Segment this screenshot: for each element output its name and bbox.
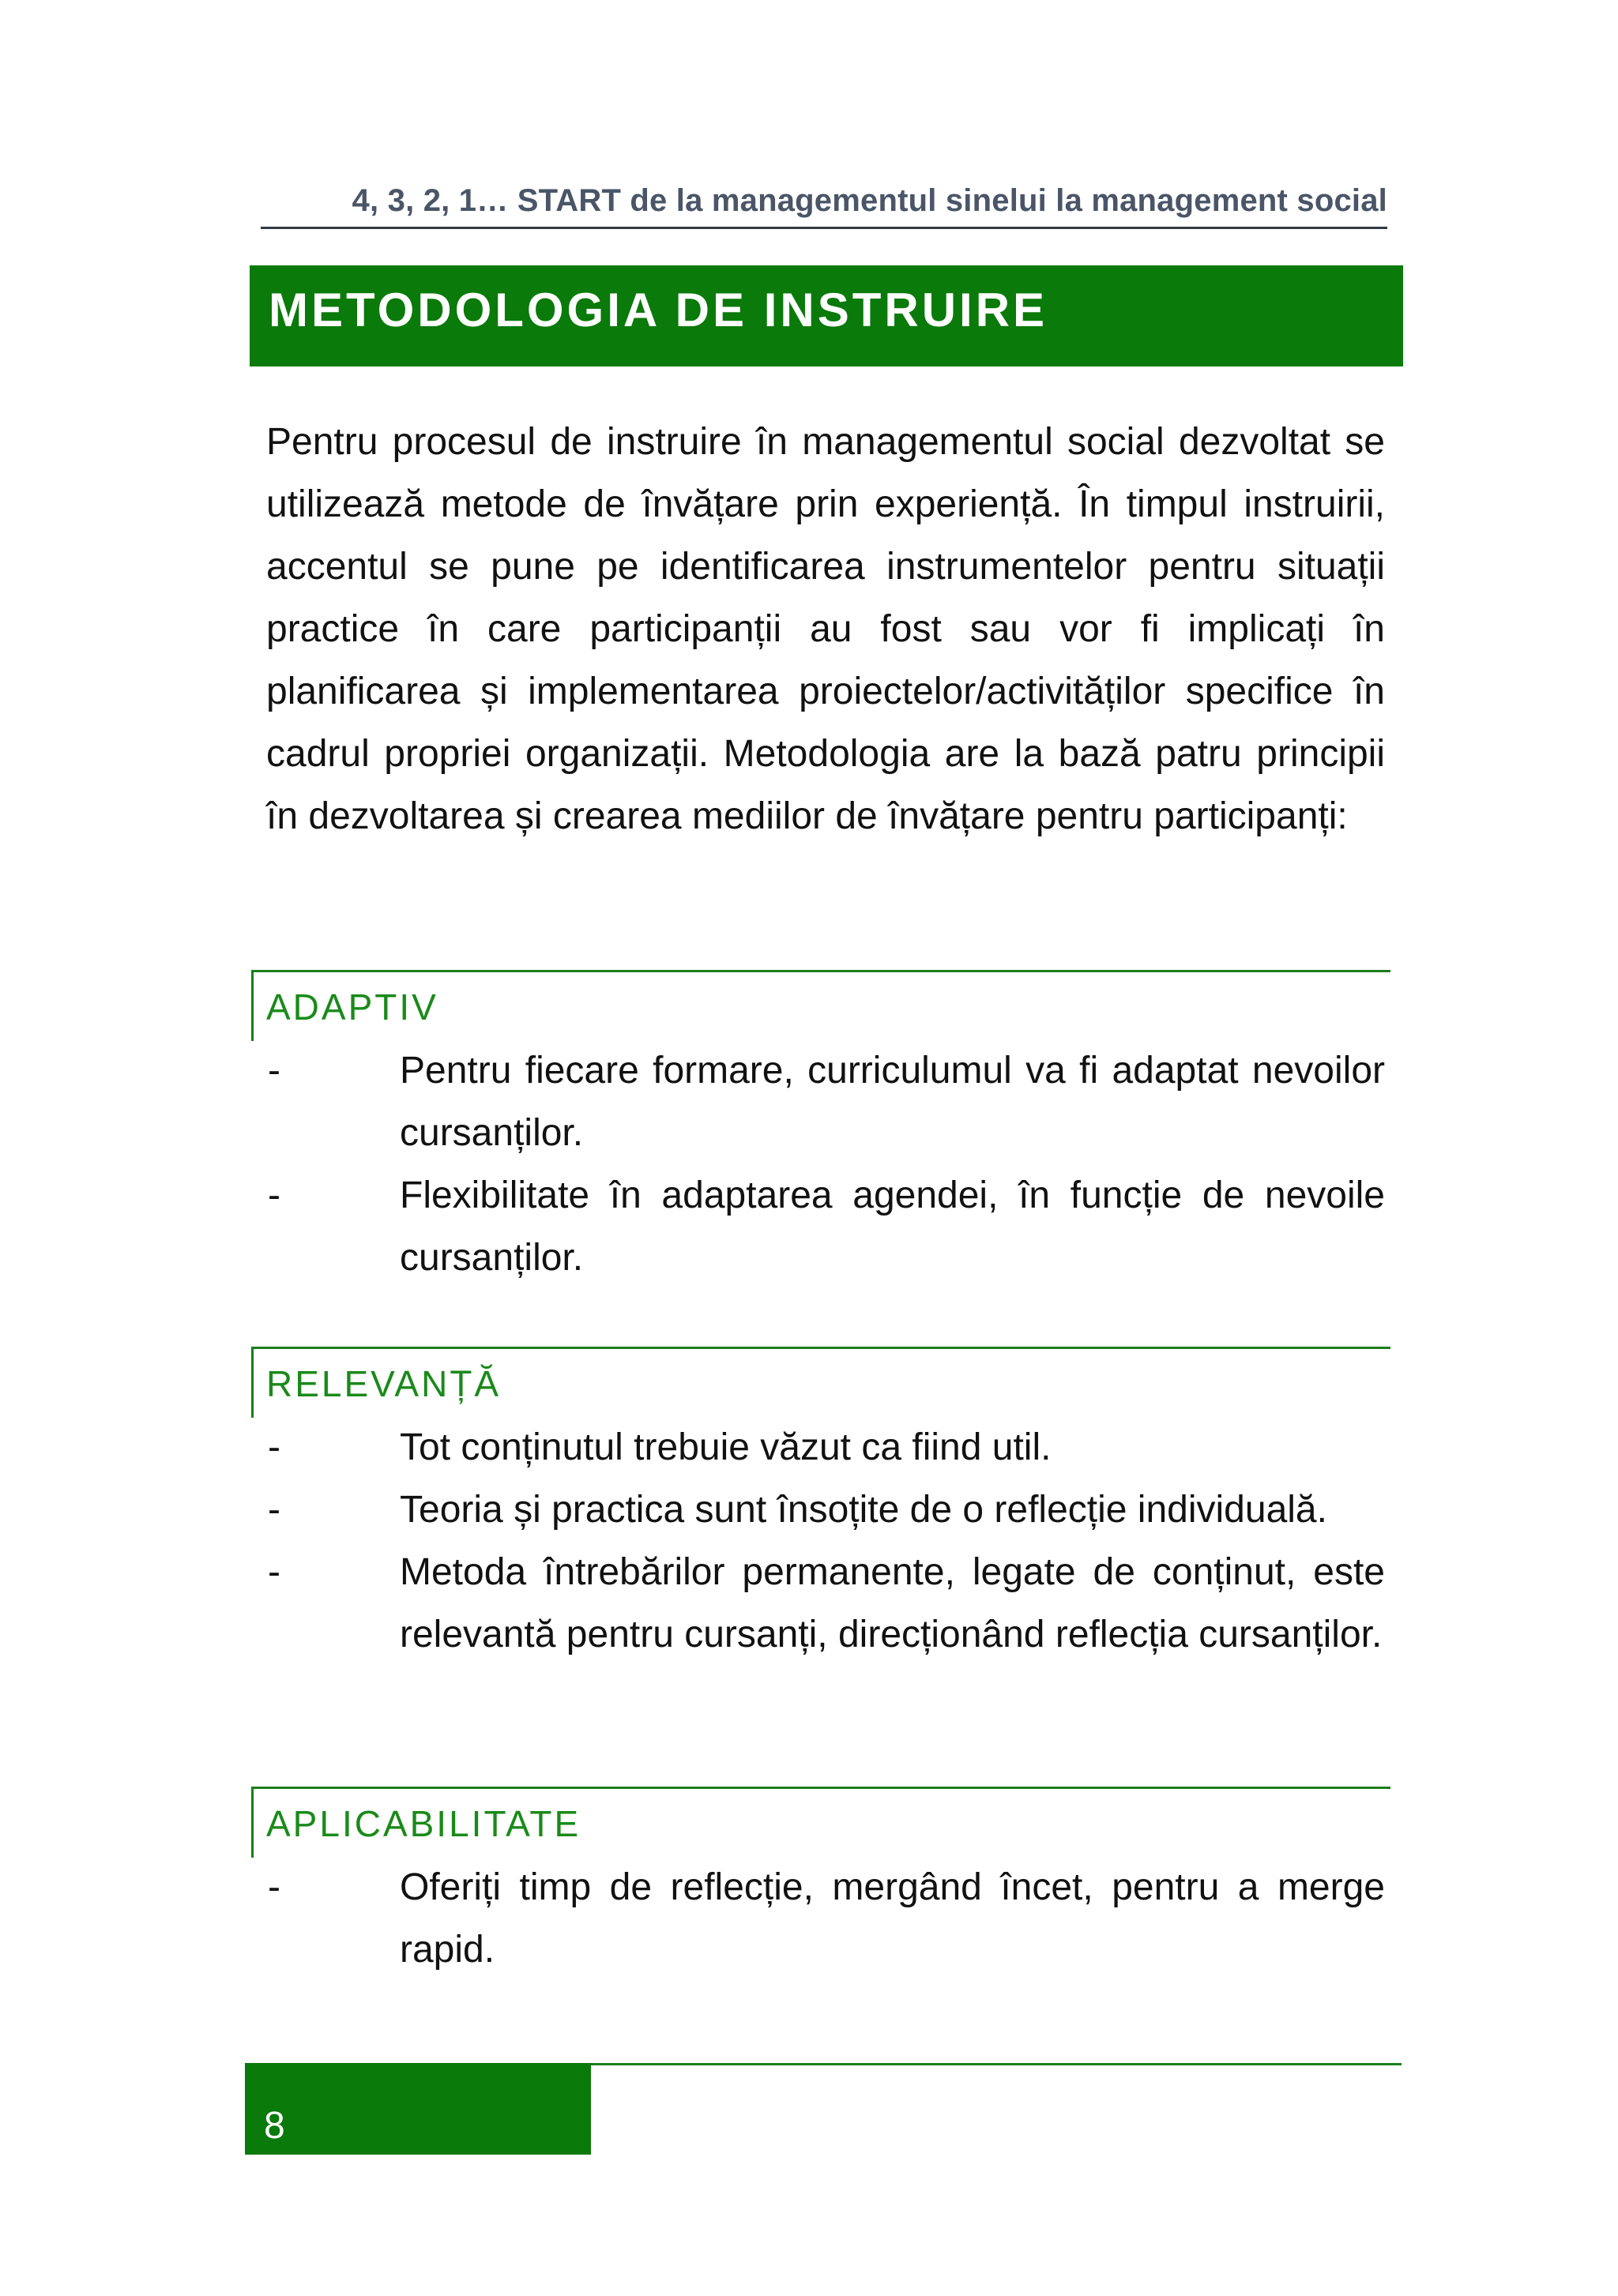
section-left-rule: [251, 1347, 254, 1418]
page-title: METODOLOGIA DE INSTRUIRE: [269, 284, 1048, 336]
list-item: [268, 1479, 1385, 1541]
bullet-dash: -: [268, 1866, 280, 1908]
intro-paragraph: Pentru procesul de instruire în managementul social dezvoltat se utilizează metode de învățare prin experiență. În timpul instruirii, accentul se pune pe identificarea instrumentelor pentru situații practice în care participanții au fost sau vor fi implicați în planificarea și implementarea proiectelor/activităților specifice în cadrul propriei organizații. Metodologia are la bază patru principii în dezvoltarea și crearea mediilor de învățare pentru participanți:: [266, 421, 1385, 837]
running-header: 4, 3, 2, 1… START de la managementul sinelui la management social: [352, 183, 1387, 218]
list-item: [268, 1039, 1385, 1164]
section-left-rule: [251, 1787, 254, 1858]
title-banner: [250, 265, 1403, 366]
section-left-rule: [251, 970, 254, 1041]
section-relevanta: [251, 1347, 1390, 1666]
list-item: [268, 1164, 1385, 1289]
section-header: [251, 1787, 1390, 1856]
section-top-rule: [251, 1787, 1390, 1789]
bullet-list: [251, 1416, 1390, 1666]
footer-divider: [591, 2063, 1402, 2065]
section-label: APLICABILITATE: [266, 1803, 581, 1844]
section-header: [251, 1347, 1390, 1416]
bullet-dash: -: [268, 1551, 280, 1593]
section-top-rule: [251, 970, 1390, 972]
list-item-text: Pentru fiecare formare, curriculumul va fi adaptat nevoilor cursanților.: [400, 1050, 1385, 1154]
section-adaptiv: [251, 970, 1390, 1289]
page-number-box: [245, 2063, 591, 2155]
section-top-rule: [251, 1347, 1390, 1349]
list-item-text: Flexibilitate în adaptarea agendei, în funcție de nevoile cursanților.: [400, 1174, 1385, 1279]
list-item: [268, 1541, 1385, 1666]
bullet-dash: -: [268, 1426, 280, 1468]
bullet-list: [251, 1039, 1390, 1289]
list-item-text: Teoria și practica sunt însoțite de o reflecție individuală.: [400, 1489, 1327, 1531]
section-label: RELEVANȚĂ: [266, 1363, 502, 1404]
bullet-list: [251, 1856, 1390, 1981]
list-item-text: Tot conținutul trebuie văzut ca fiind util.: [400, 1426, 1052, 1468]
section-aplicabilitate: [251, 1787, 1390, 1981]
bullet-dash: -: [268, 1489, 280, 1531]
list-item: [268, 1416, 1385, 1479]
section-header: [251, 970, 1390, 1039]
list-item: [268, 1856, 1385, 1981]
header-divider: [261, 227, 1387, 229]
page-number: 8: [264, 2105, 285, 2147]
list-item-text: Oferiți timp de reflecție, mergând încet, pentru a merge rapid.: [400, 1866, 1385, 1971]
bullet-dash: -: [268, 1174, 280, 1216]
bullet-dash: -: [268, 1050, 280, 1092]
list-item-text: Metoda întrebărilor permanente, legate de conținut, este relevantă pentru cursanți, direcționând reflecția cursanților.: [400, 1551, 1385, 1655]
section-label: ADAPTIV: [266, 986, 438, 1028]
